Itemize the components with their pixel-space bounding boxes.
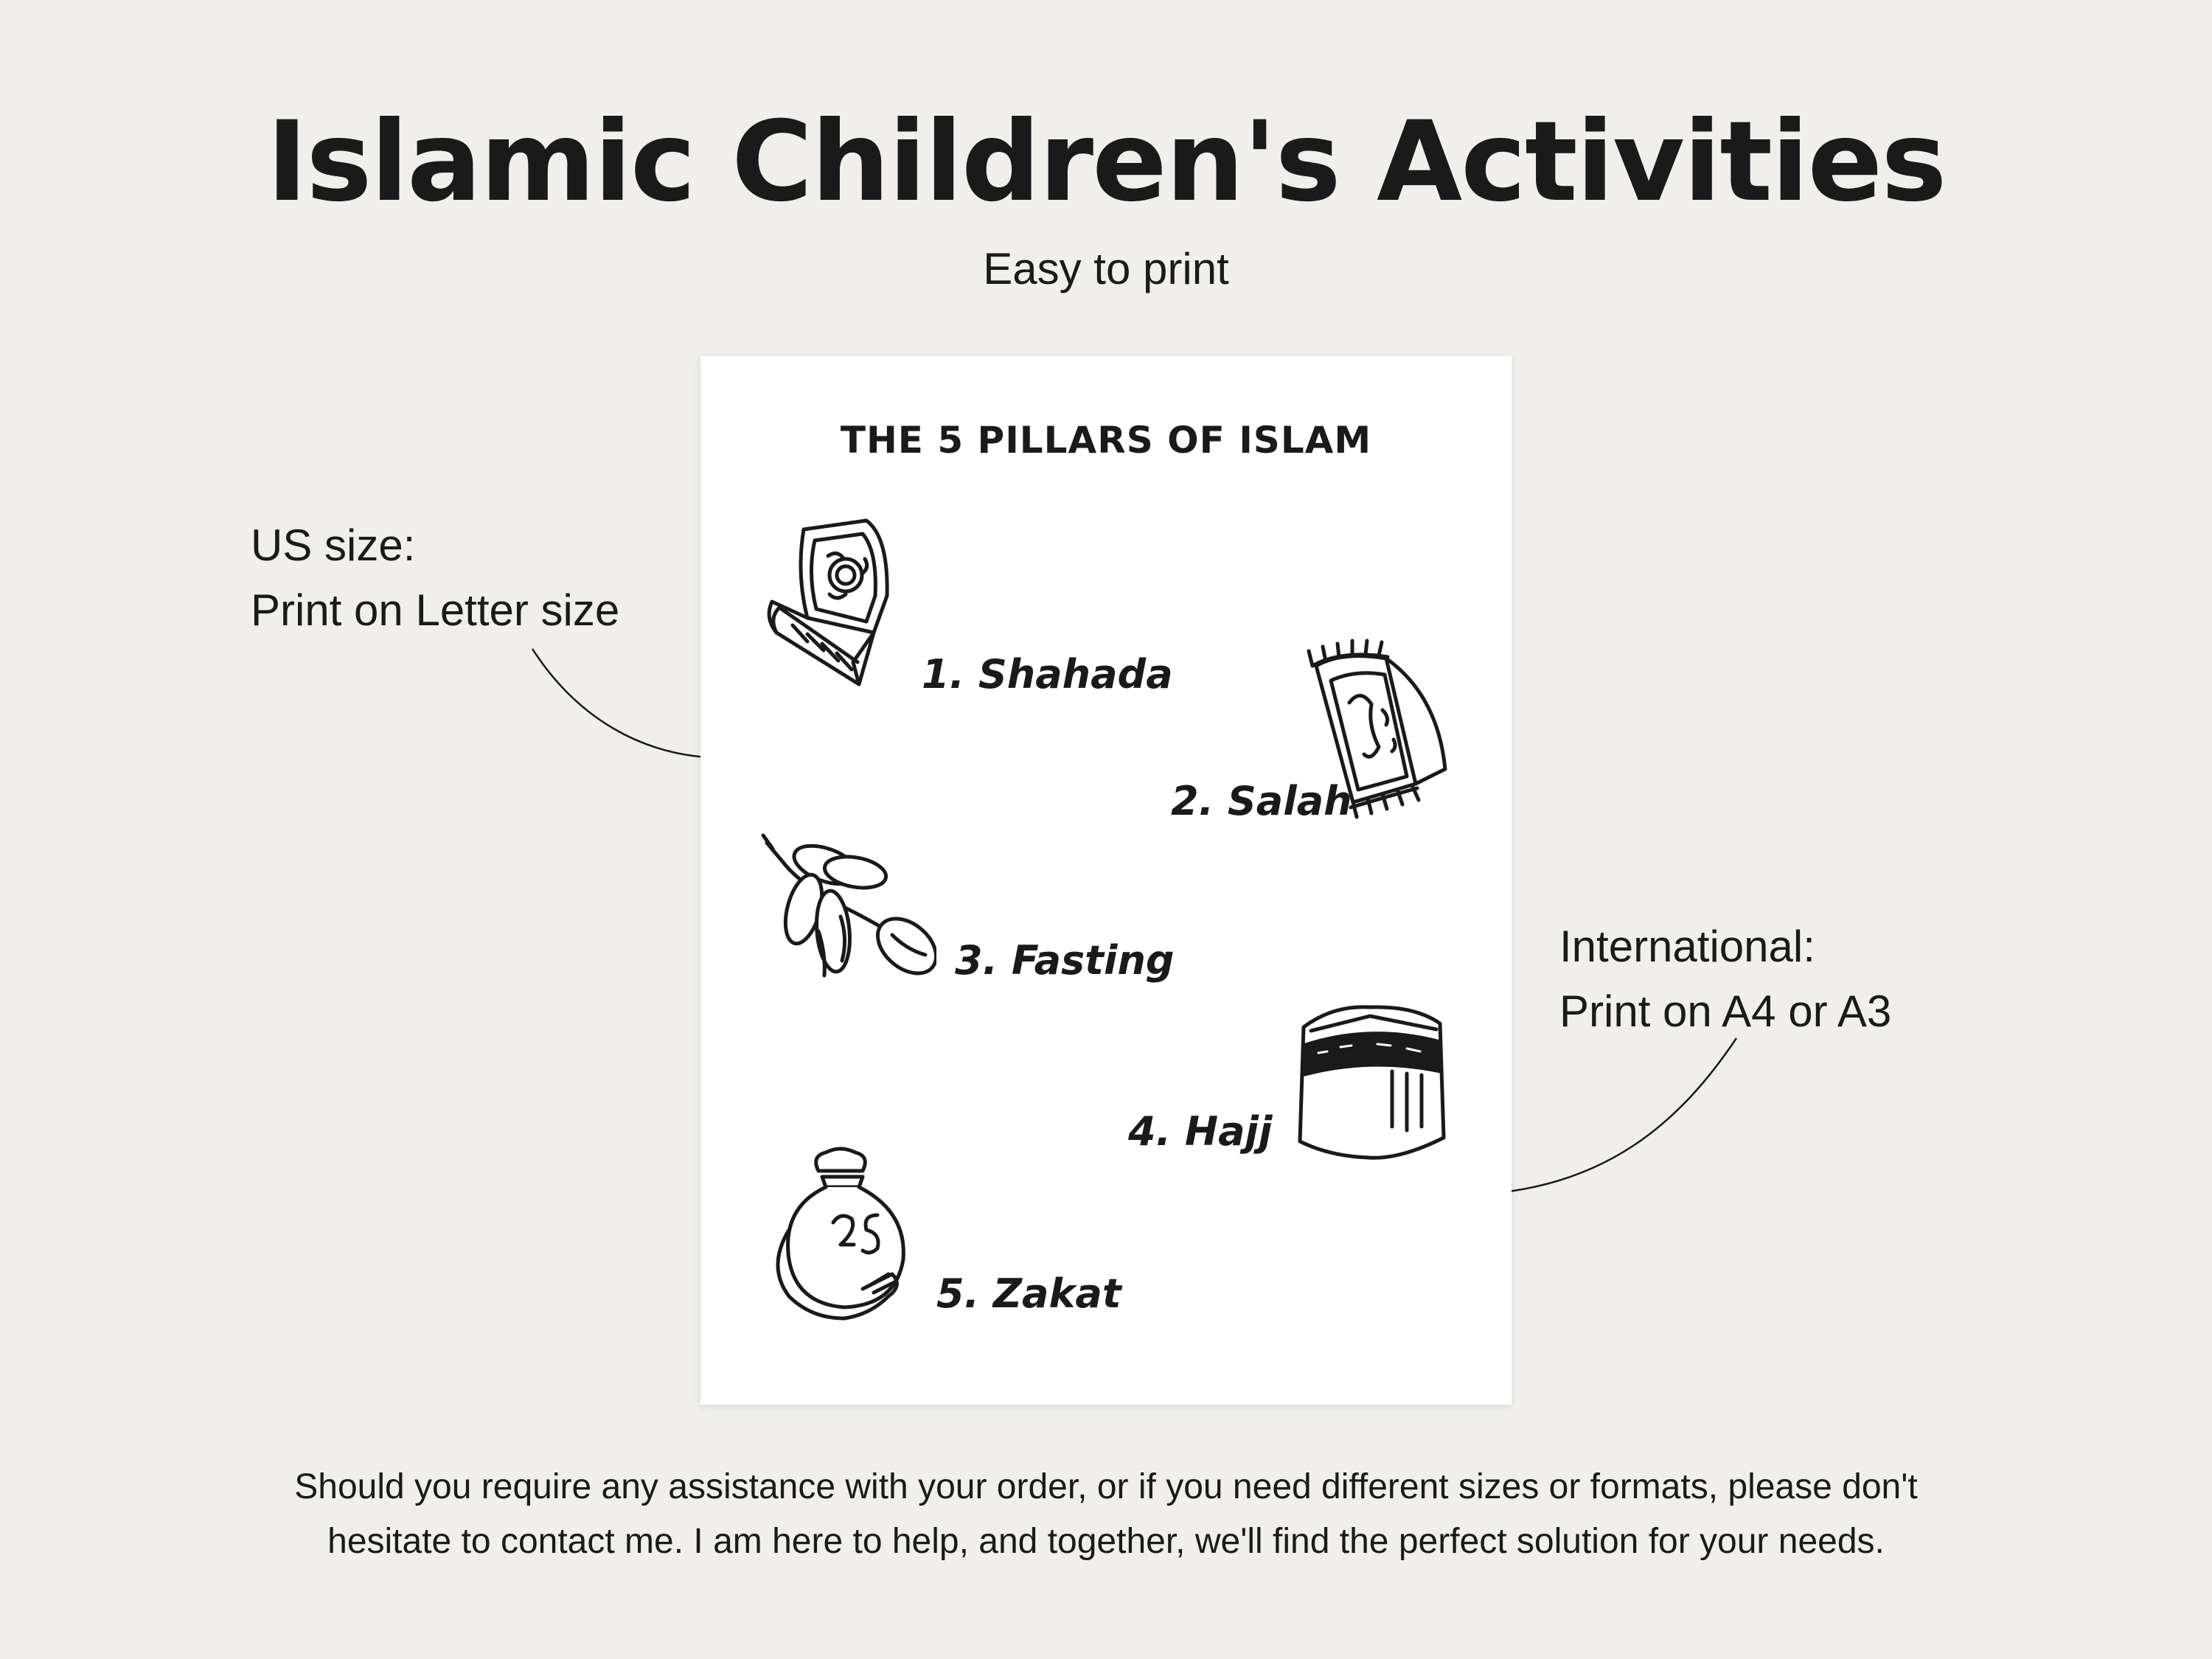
intl-note-arrow [1478, 1038, 1736, 1194]
contact-note-line-2: hesitate to contact me. I am here to help, and together, we'll find the perfect solution for your needs. [327, 1522, 1885, 1561]
contact-note [111, 1460, 2101, 1569]
us-size-note [251, 513, 619, 643]
pillar-label-shahada: 1. Shahada [922, 651, 1173, 698]
worksheet-title: THE 5 PILLARS OF ISLAM [840, 419, 1372, 462]
kaaba-icon [1289, 1001, 1453, 1164]
page-title: Islamic Children's Activities [266, 98, 1946, 226]
pillar-label-zakat: 5. Zakat [936, 1270, 1121, 1317]
international-size-note-detail: Print on A4 or A3 [1559, 987, 1892, 1036]
money-bag-icon [759, 1141, 929, 1326]
us-size-note-detail: Print on Letter size [251, 585, 620, 635]
quran-book-icon [763, 515, 900, 688]
international-size-note-heading: International: [1559, 922, 1815, 971]
dates-branch-icon [759, 828, 936, 1001]
pillar-label-fasting: 3. Fasting [955, 937, 1175, 984]
contact-note-line-1: Should you require any assistance with your order, or if you need different sizes or formats, please don't [294, 1467, 1918, 1506]
page-subtitle: Easy to print [983, 244, 1229, 293]
pillar-label-hajj: 4. Hajj [1128, 1108, 1273, 1155]
us-size-note-heading: US size: [251, 521, 416, 570]
printable-worksheet [700, 356, 1512, 1405]
international-size-note [1559, 914, 1891, 1044]
pillar-label-salah: 2. Salah [1171, 778, 1352, 824]
